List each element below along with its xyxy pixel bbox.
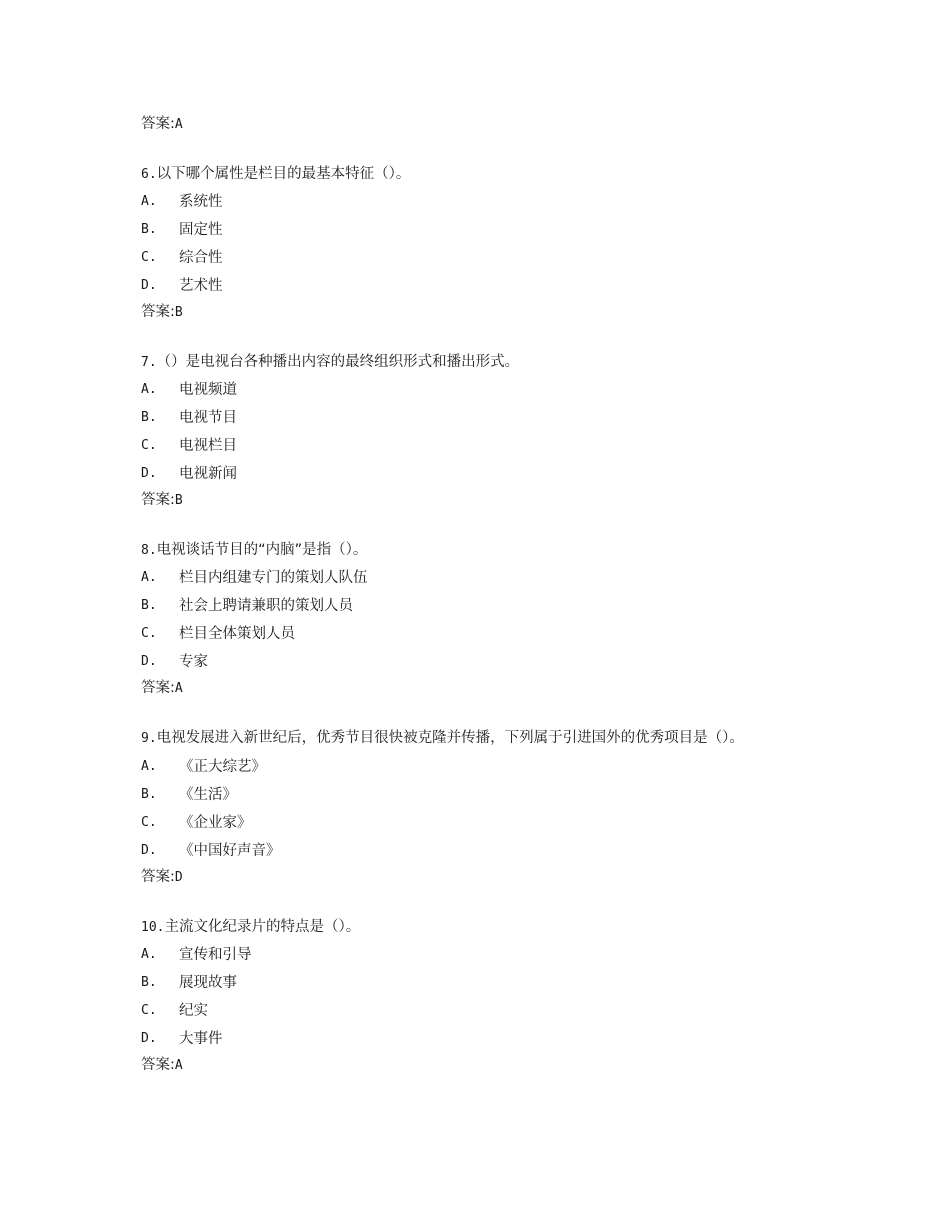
option-text: 系统性 xyxy=(179,194,223,210)
option-d xyxy=(141,272,821,300)
option-a xyxy=(141,564,821,592)
option-c xyxy=(141,620,821,648)
question-text: 以下哪个属性是栏目的最基本特征（）。 xyxy=(156,166,411,182)
answer-line xyxy=(141,1053,821,1077)
answer-label: 答案: xyxy=(141,304,175,320)
option-letter: C. xyxy=(141,1003,157,1018)
option-d xyxy=(141,837,821,865)
option-d xyxy=(141,1025,821,1053)
answer-value: A xyxy=(174,1058,183,1073)
option-letter: B. xyxy=(141,222,157,237)
option-letter: A. xyxy=(141,382,157,397)
option-text: 《中国好声音》 xyxy=(179,843,281,859)
option-b xyxy=(141,969,821,997)
option-c xyxy=(141,809,821,837)
option-letter: D. xyxy=(141,1031,157,1046)
option-text: 艺术性 xyxy=(179,278,223,294)
option-text: 电视栏目 xyxy=(179,438,237,454)
option-b xyxy=(141,404,821,432)
option-text: 纪实 xyxy=(179,1003,208,1019)
answer-label: 答案: xyxy=(141,1057,175,1073)
option-text: 综合性 xyxy=(179,250,223,266)
page-content xyxy=(141,112,821,1077)
option-text: 宣传和引导 xyxy=(179,947,252,963)
option-letter: A. xyxy=(141,759,157,774)
option-letter: A. xyxy=(141,194,157,209)
option-letter: A. xyxy=(141,570,157,585)
answer-line xyxy=(141,676,821,700)
question-7 xyxy=(141,348,821,376)
option-d xyxy=(141,648,821,676)
option-a xyxy=(141,941,821,969)
option-text: 社会上聘请兼职的策划人员 xyxy=(179,598,353,614)
option-text: 《生活》 xyxy=(179,787,237,803)
option-c xyxy=(141,997,821,1025)
option-c xyxy=(141,244,821,272)
option-letter: C. xyxy=(141,626,157,641)
option-text: 电视频道 xyxy=(179,382,237,398)
question-number: 10. xyxy=(141,920,165,935)
option-letter: D. xyxy=(141,278,157,293)
question-text: 主流文化纪录片的特点是（）。 xyxy=(164,919,361,935)
answer-line xyxy=(141,865,821,889)
option-text: 栏目全体策划人员 xyxy=(179,626,295,642)
option-a xyxy=(141,188,821,216)
option-a xyxy=(141,376,821,404)
answer-value: A xyxy=(174,117,183,132)
option-letter: D. xyxy=(141,654,157,669)
option-letter: A. xyxy=(141,947,157,962)
answer-line xyxy=(141,112,821,136)
option-letter: B. xyxy=(141,975,157,990)
question-text: 电视发展进入新世纪后，优秀节目很快被克隆并传播，下列属于引进国外的优秀项目是（）。 xyxy=(156,730,744,746)
option-d xyxy=(141,460,821,488)
option-b xyxy=(141,592,821,620)
option-letter: C. xyxy=(141,815,157,830)
answer-label: 答案: xyxy=(141,116,175,132)
answer-value: B xyxy=(174,305,183,320)
option-letter: D. xyxy=(141,466,157,481)
option-letter: C. xyxy=(141,250,157,265)
option-letter: B. xyxy=(141,598,157,613)
question-number: 6. xyxy=(141,167,157,182)
option-text: 《正大综艺》 xyxy=(179,759,266,775)
question-number: 9. xyxy=(141,731,157,746)
question-9 xyxy=(141,724,806,753)
option-letter: B. xyxy=(141,787,157,802)
option-letter: D. xyxy=(141,843,157,858)
option-letter: B. xyxy=(141,410,157,425)
option-letter: C. xyxy=(141,438,157,453)
question-text: 电视谈话节目的“内脑”是指（）。 xyxy=(156,542,368,558)
question-number: 8. xyxy=(141,543,157,558)
answer-line xyxy=(141,488,821,512)
question-6 xyxy=(141,160,821,188)
option-b xyxy=(141,781,821,809)
option-text: 《企业家》 xyxy=(179,815,252,831)
option-text: 栏目内组建专门的策划人队伍 xyxy=(179,570,368,586)
answer-value: A xyxy=(174,681,183,696)
option-text: 大事件 xyxy=(179,1031,223,1047)
option-text: 展现故事 xyxy=(179,975,237,991)
option-text: 电视新闻 xyxy=(179,466,237,482)
question-number: 7. xyxy=(141,355,157,370)
option-text: 专家 xyxy=(179,654,208,670)
question-10 xyxy=(141,913,821,941)
answer-value: D xyxy=(174,870,183,885)
question-text: （）是电视台各种播出内容的最终组织形式和播出形式。 xyxy=(156,354,520,370)
answer-label: 答案: xyxy=(141,492,175,508)
answer-label: 答案: xyxy=(141,869,175,885)
option-text: 固定性 xyxy=(179,222,223,238)
option-text: 电视节目 xyxy=(179,410,237,426)
option-b xyxy=(141,216,821,244)
option-a xyxy=(141,753,821,781)
answer-line xyxy=(141,300,821,324)
answer-value: B xyxy=(174,493,183,508)
question-8 xyxy=(141,536,821,564)
answer-label: 答案: xyxy=(141,680,175,696)
option-c xyxy=(141,432,821,460)
